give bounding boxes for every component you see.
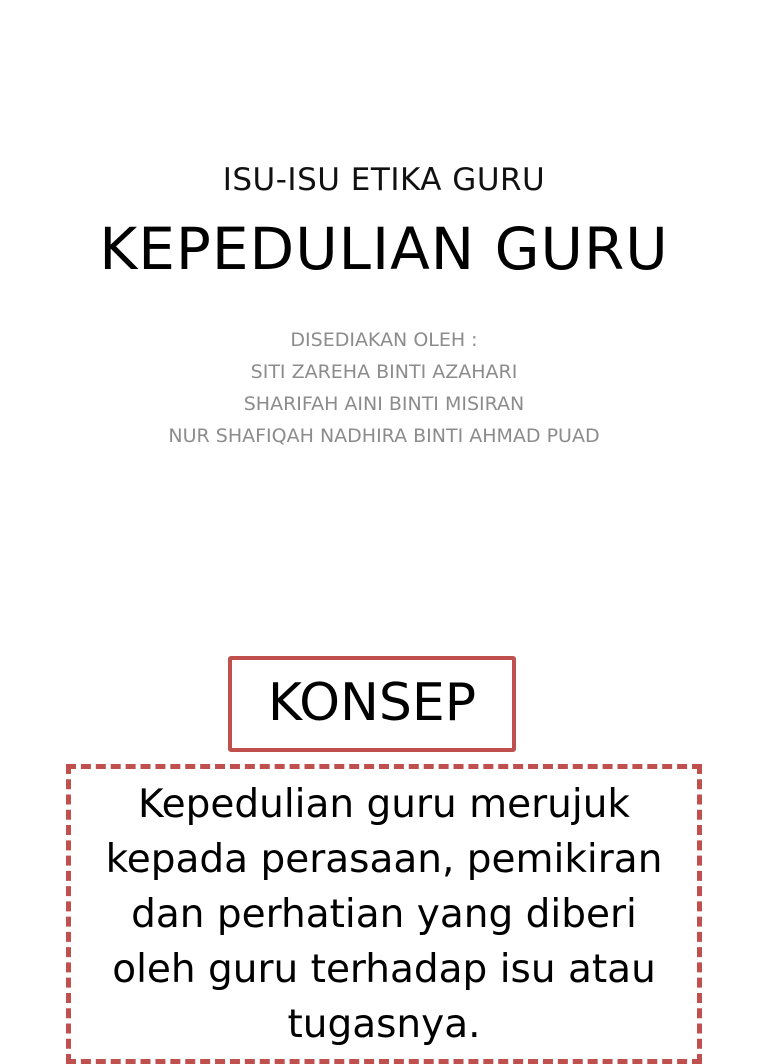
- author-name: SITI ZAREHA BINTI AZAHARI: [250, 361, 518, 383]
- author-name: SHARIFAH AINI BINTI MISIRAN: [243, 393, 525, 415]
- slide-title: KEPEDULIAN GURU: [99, 215, 669, 283]
- author-name: NUR SHAFIQAH NADHIRA BINTI AHMAD PUAD: [168, 425, 600, 447]
- concept-definition-box: [66, 764, 702, 1064]
- authors-intro: DISEDIAKAN OLEH :: [290, 329, 478, 351]
- authors-list: [0, 324, 768, 452]
- slide-subtitle: ISU-ISU ETIKA GURU: [222, 162, 546, 198]
- concept-definition-text: Kepedulian guru merujuk kepada perasaan, pemikiran dan perhatian yang diberi oleh guru terhadap isu atau tugasnya.: [105, 782, 663, 1047]
- konsep-heading-box: KONSEP: [228, 656, 516, 752]
- title-slide-header: [0, 160, 768, 284]
